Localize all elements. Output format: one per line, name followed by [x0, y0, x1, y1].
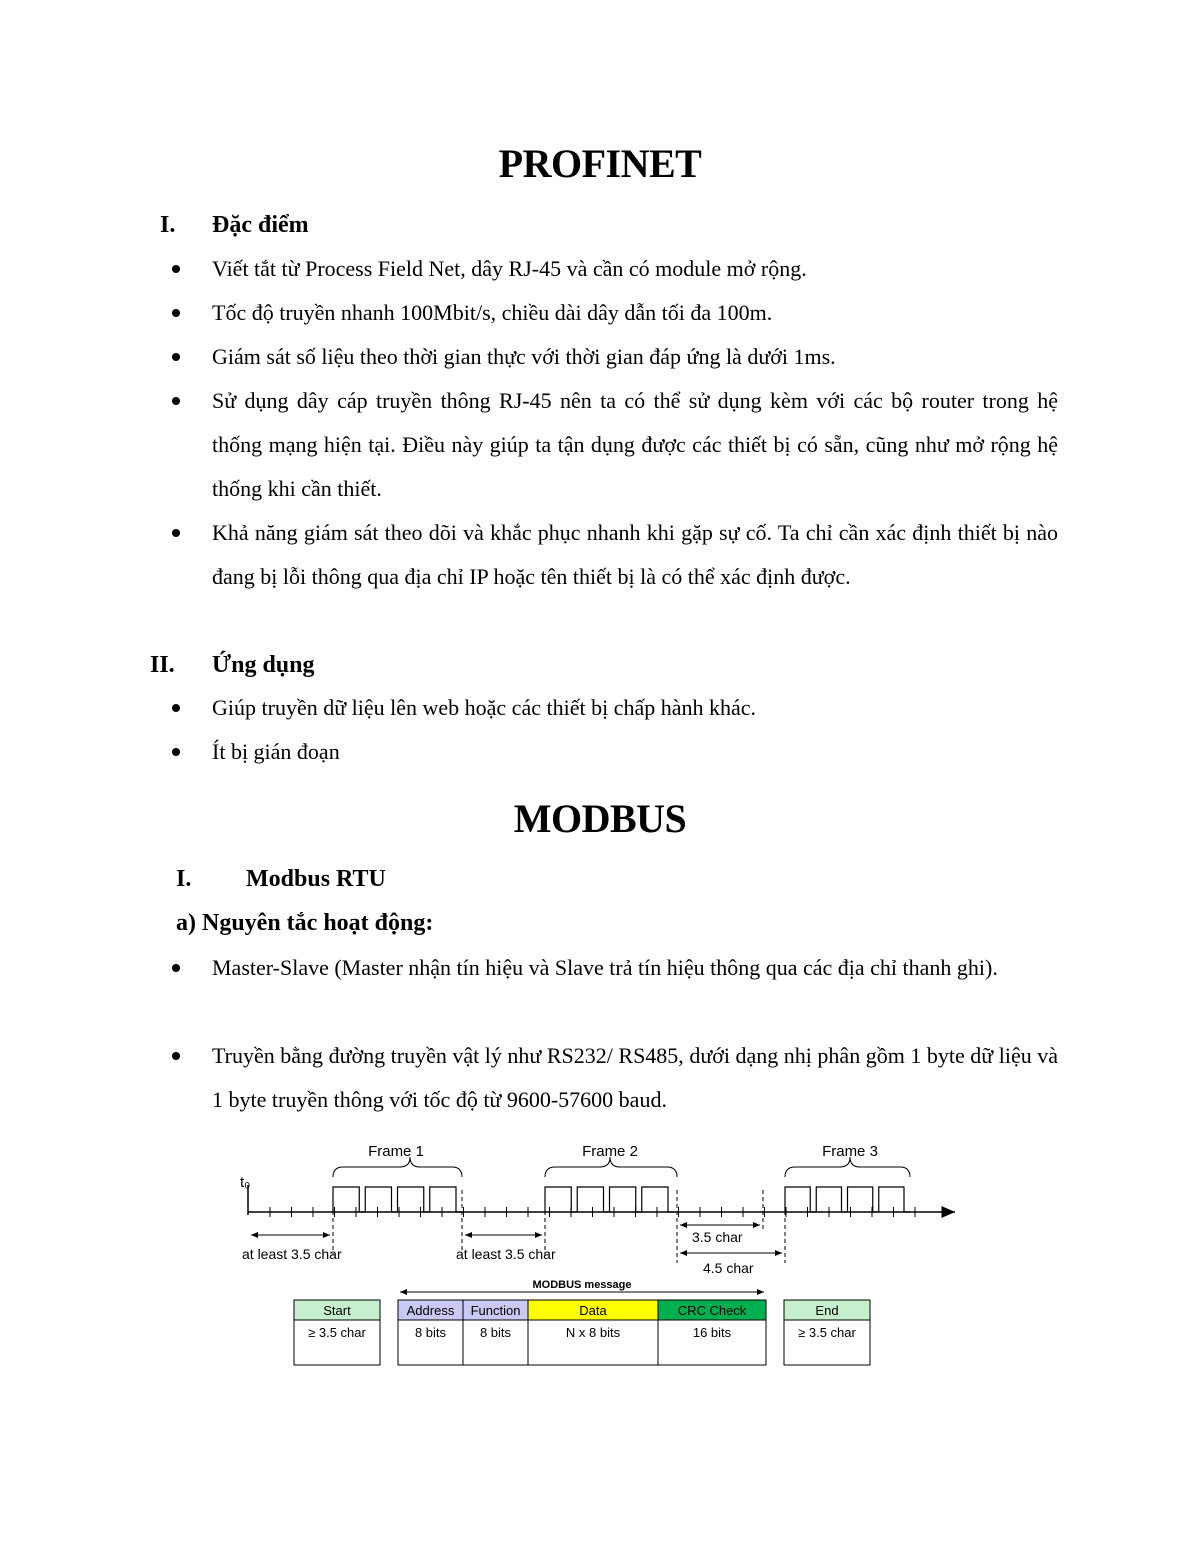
message-field [528, 1300, 658, 1365]
bullet-icon [172, 704, 180, 712]
message-field [658, 1300, 766, 1365]
bullet-icon [172, 353, 180, 361]
frame-1-label: Frame 1 [368, 1143, 424, 1160]
field-name: Data [579, 1303, 607, 1318]
frame-pulse-train [333, 1187, 462, 1212]
frame-pulse-train [785, 1187, 910, 1212]
list-item: Giúp truyền dữ liệu lên web hoặc các thiết bị chấp hành khác. [172, 686, 1058, 730]
start-value: ≥ 3.5 char [308, 1325, 366, 1340]
gap-45-label: 4.5 char [703, 1260, 754, 1276]
list-item: Ít bị gián đoạn [172, 730, 1058, 774]
end-field [784, 1300, 870, 1365]
start-field [294, 1300, 380, 1365]
field-value: 8 bits [414, 1325, 447, 1340]
section-number: I. [160, 212, 176, 238]
list-item: Giám sát số liệu theo thời gian thực với thời gian đáp ứng là dưới 1ms. [172, 335, 1058, 379]
bullet-icon [172, 529, 180, 537]
modbus-title: MODBUS [513, 796, 687, 841]
field-name: CRC Check [677, 1303, 747, 1318]
bullet-icon [172, 265, 180, 273]
section-title: Ứng dụng [212, 652, 315, 678]
start-name: Start [323, 1303, 351, 1318]
field-name: Function [470, 1303, 521, 1318]
bullet-icon [172, 964, 180, 972]
modbus-frame-diagram [230, 1135, 970, 1375]
message-field [398, 1300, 463, 1365]
profinet-title: PROFINET [498, 141, 702, 186]
frame-pulses [333, 1187, 910, 1212]
frame-pulse-train [545, 1187, 674, 1212]
list-item: Sử dụng dây cáp truyền thông RJ-45 nên ta có thể sử dụng kèm với các bộ router trong hệ thống mạng hiện tại. Điều này giúp ta tận dụng được các thiết bị có sẵn, cũng như mở rộng hệ thống khi cần thiết. [172, 379, 1058, 511]
end-value: ≥ 3.5 char [798, 1325, 856, 1340]
frame-2-brace [545, 1157, 677, 1177]
bullet-icon [172, 1052, 180, 1060]
gap-1-label: at least 3.5 char [242, 1246, 342, 1262]
bullet-icon [172, 309, 180, 317]
end-name: End [815, 1303, 839, 1318]
list-item: Tốc độ truyền nhanh 100Mbit/s, chiều dài dây dẫn tối đa 100m. [172, 291, 1058, 335]
frame-3-brace [785, 1157, 910, 1177]
frame-3-label: Frame 3 [822, 1143, 878, 1160]
section-title: Modbus RTU [246, 866, 386, 892]
subsection-heading: a) Nguyên tắc hoạt động: [176, 910, 434, 936]
field-value: 8 bits [479, 1325, 512, 1340]
list-item: Khả năng giám sát theo dõi và khắc phục nhanh khi gặp sự cố. Ta chỉ cần xác định thiết bị nào đang bị lỗi thông qua địa chỉ IP hoặc tên thiết bị là có thể xác định được. [172, 511, 1058, 599]
message-field [463, 1300, 528, 1365]
field-value: N x 8 bits [565, 1325, 621, 1340]
gap-2-label: at least 3.5 char [456, 1246, 556, 1262]
message-fields [398, 1300, 766, 1365]
section-number: I. [176, 866, 192, 892]
section-number: II. [150, 652, 175, 678]
section-title: Đặc điểm [212, 212, 309, 238]
list-item: Truyền bằng đường truyền vật lý như RS232/ RS485, dưới dạng nhị phân gồm 1 byte dữ liệu và 1 byte truyền thông với tốc độ từ 9600-57600 baud. [172, 1034, 1058, 1122]
list-item: Viết tắt từ Process Field Net, dây RJ-45 và cần có module mở rộng. [172, 247, 1058, 291]
gap-35-label: 3.5 char [692, 1229, 743, 1245]
field-value: 16 bits [692, 1325, 732, 1340]
frame-2-label: Frame 2 [582, 1143, 638, 1160]
bullet-icon [172, 397, 180, 405]
frame-1-brace [333, 1157, 462, 1177]
axis-label: t₀ [240, 1174, 251, 1191]
bullet-icon [172, 748, 180, 756]
field-name: Address [406, 1303, 455, 1318]
list-item: Master-Slave (Master nhận tín hiệu và Slave trả tín hiệu thông qua các địa chỉ thanh ghi). [172, 946, 1058, 990]
message-label: MODBUS message [532, 1279, 632, 1291]
